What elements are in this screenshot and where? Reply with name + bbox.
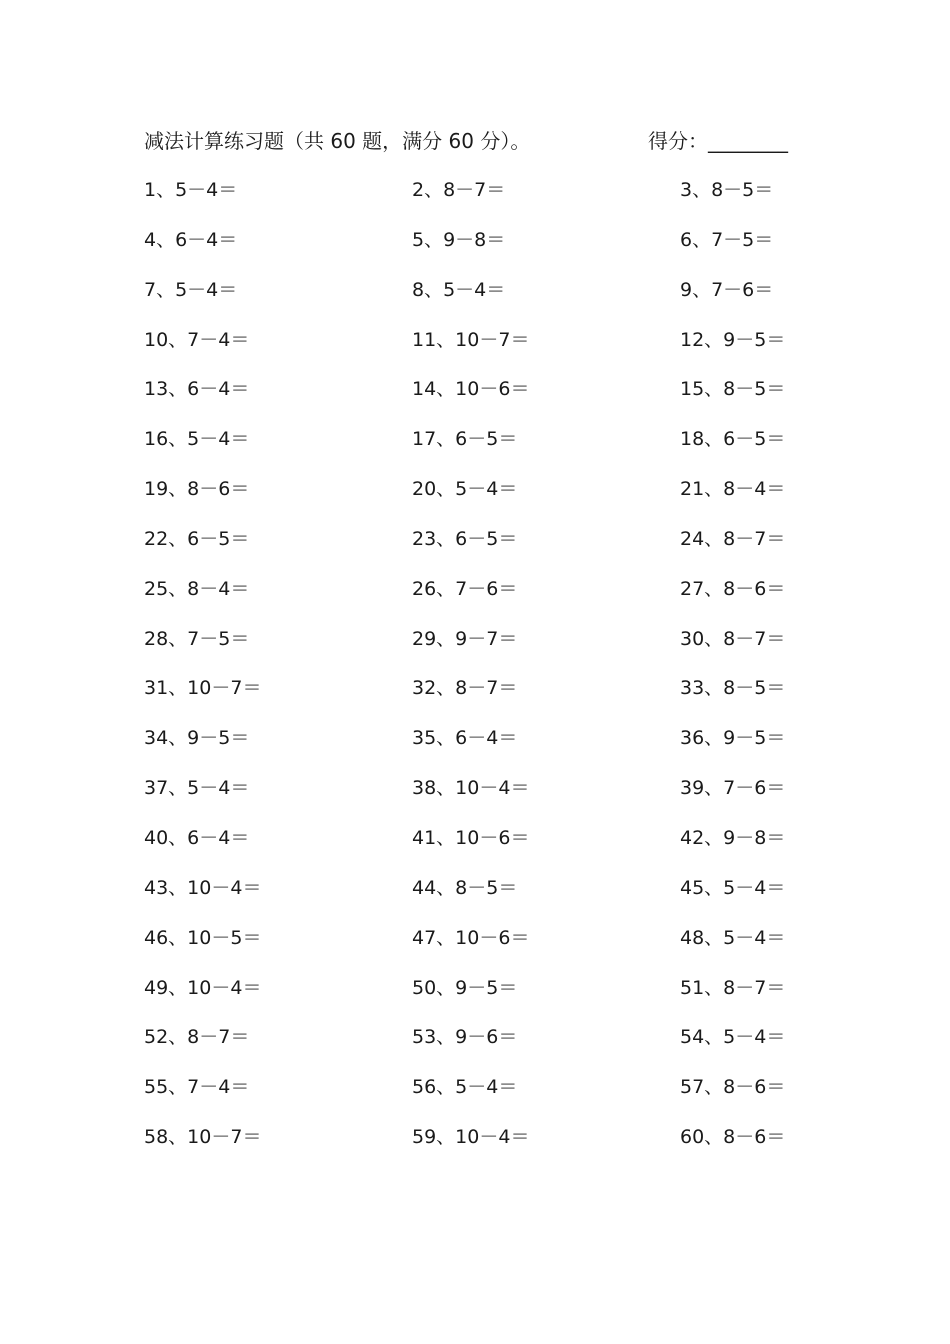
problem-item: 29、9－7＝ <box>412 627 518 650</box>
problem-item: 19、8－6＝ <box>144 478 250 501</box>
problem-item: 32、8－7＝ <box>412 677 518 700</box>
problem-grid <box>144 174 824 1171</box>
problem-item: 5、9－8＝ <box>412 228 506 251</box>
problem-item: 13、6－4＝ <box>144 378 250 401</box>
problem-item: 17、6－5＝ <box>412 428 518 451</box>
problem-item: 59、10－4＝ <box>412 1126 530 1149</box>
problem-item: 51、8－7＝ <box>680 976 786 999</box>
problem-item: 16、5－4＝ <box>144 428 250 451</box>
problem-item: 37、5－4＝ <box>144 777 250 800</box>
problem-item: 11、10－7＝ <box>412 328 530 351</box>
problem-item: 36、9－5＝ <box>680 727 786 750</box>
problem-item: 8、5－4＝ <box>412 278 506 301</box>
problem-item: 30、8－7＝ <box>680 627 786 650</box>
problem-item: 43、10－4＝ <box>144 876 262 899</box>
problem-item: 58、10－7＝ <box>144 1126 262 1149</box>
problem-item: 40、6－4＝ <box>144 826 250 849</box>
score-field: 得分：________ <box>648 129 788 153</box>
problem-item: 3、8－5＝ <box>680 179 774 201</box>
problem-item: 54、5－4＝ <box>680 1026 786 1049</box>
problem-item: 12、9－5＝ <box>680 328 786 351</box>
problem-item: 7、5－4＝ <box>144 278 238 301</box>
problem-item: 42、9－8＝ <box>680 826 786 849</box>
problem-item: 6、7－5＝ <box>680 228 774 251</box>
problem-item: 18、6－5＝ <box>680 428 786 451</box>
problem-item: 20、5－4＝ <box>412 478 518 501</box>
problem-item: 10、7－4＝ <box>144 328 250 351</box>
problem-item: 50、9－5＝ <box>412 976 518 999</box>
problem-item: 4、6－4＝ <box>144 228 238 251</box>
problem-item: 49、10－4＝ <box>144 976 262 999</box>
problem-item: 9、7－6＝ <box>680 278 774 301</box>
problem-item: 55、7－4＝ <box>144 1076 250 1099</box>
problem-item: 35、6－4＝ <box>412 727 518 750</box>
problem-item: 24、8－7＝ <box>680 527 786 550</box>
problem-item: 27、8－6＝ <box>680 577 786 600</box>
problem-item: 48、5－4＝ <box>680 926 786 949</box>
problem-item: 33、8－5＝ <box>680 677 786 700</box>
problem-item: 57、8－6＝ <box>680 1076 786 1099</box>
problem-item: 60、8－6＝ <box>680 1126 786 1149</box>
problem-item: 39、7－6＝ <box>680 777 786 800</box>
problem-item: 46、10－5＝ <box>144 926 262 949</box>
problem-item: 31、10－7＝ <box>144 677 262 700</box>
problem-item: 2、8－7＝ <box>412 179 506 201</box>
problem-item: 47、10－6＝ <box>412 926 530 949</box>
problem-item: 21、8－4＝ <box>680 478 786 501</box>
problem-item: 34、9－5＝ <box>144 727 250 750</box>
problem-item: 45、5－4＝ <box>680 876 786 899</box>
problem-item: 28、7－5＝ <box>144 627 250 650</box>
problem-item: 15、8－5＝ <box>680 378 786 401</box>
problem-item: 23、6－5＝ <box>412 527 518 550</box>
problem-item: 44、8－5＝ <box>412 876 518 899</box>
problem-item: 25、8－4＝ <box>144 577 250 600</box>
problem-item: 56、5－4＝ <box>412 1076 518 1099</box>
worksheet-title: 减法计算练习题（共 60 题，满分 60 分）。 <box>144 129 531 153</box>
problem-item: 1、5－4＝ <box>144 179 238 201</box>
problem-item: 38、10－4＝ <box>412 777 530 800</box>
worksheet-header <box>144 124 804 158</box>
problem-item: 41、10－6＝ <box>412 826 530 849</box>
problem-item: 26、7－6＝ <box>412 577 518 600</box>
problem-item: 14、10－6＝ <box>412 378 530 401</box>
problem-item: 53、9－6＝ <box>412 1026 518 1049</box>
problem-item: 22、6－5＝ <box>144 527 250 550</box>
problem-item: 52、8－7＝ <box>144 1026 250 1049</box>
